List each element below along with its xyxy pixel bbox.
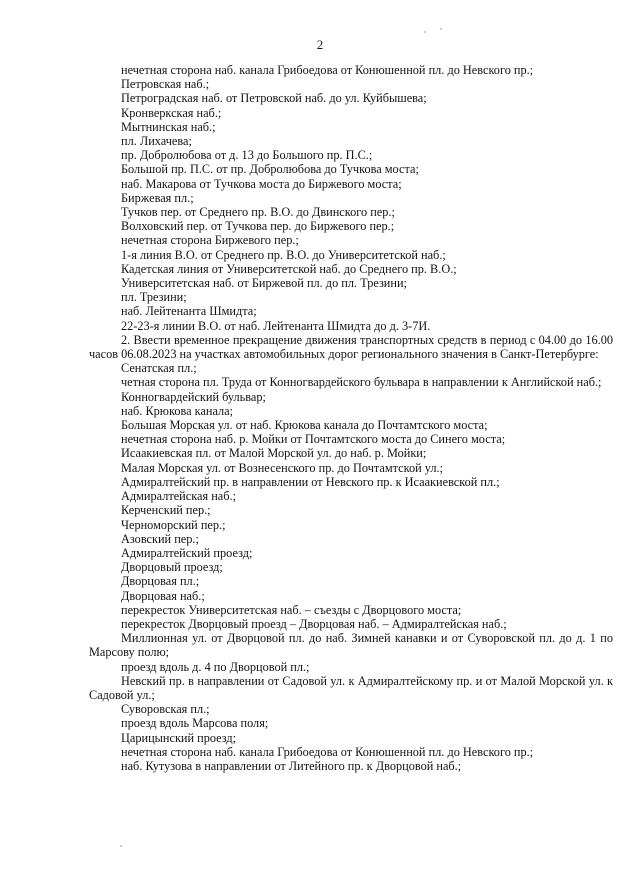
street-list-2a	[89, 361, 613, 375]
street-item: перекресток Дворцовый проезд – Дворцовая наб. – Адмиралтейская наб.;	[121, 616, 507, 631]
street-item: 1-я линия В.О. от Среднего пр. В.О. до Университетской наб.;	[121, 247, 446, 262]
street-item: наб. Крюкова канала;	[121, 403, 234, 418]
street-item: нечетная сторона наб. канала Грибоедова от Конюшенной пл. до Невского пр.;	[121, 63, 534, 77]
street-item-wrapped: Миллионная ул. от Дворцовой пл. до наб. Зимней канавки и от Суворовской пл. до д. 1 по Марсову полю;	[89, 631, 613, 660]
street-item: Адмиралтейский пр. в направлении от Невского пр. к Исаакиевской пл.;	[121, 474, 500, 489]
street-item: Азовский пер.;	[121, 531, 199, 546]
street-item: Тучков пер. от Среднего пр. В.О. до Двинского пер.;	[121, 205, 395, 220]
street-item: Суворовская пл.;	[121, 702, 210, 717]
street-item: Исаакиевская пл. от Малой Морской ул. до наб. р. Мойки;	[121, 446, 427, 461]
page-number: 2	[316, 37, 324, 52]
street-item: Черноморский пер.;	[121, 517, 226, 532]
street-item: наб. Лейтенанта Шмидта;	[121, 304, 257, 319]
street-item: Кронверкская наб.;	[121, 105, 222, 120]
street-item: пл. Трезини;	[121, 290, 187, 305]
street-item: перекресток Университетская наб. – съезды с Дворцового моста;	[121, 602, 462, 617]
street-item: проезд вдоль Марсова поля;	[121, 716, 269, 731]
street-item: пл. Лихачева;	[121, 134, 192, 149]
street-item: Сенатская пл.;	[121, 361, 197, 376]
street-item: Кадетская линия от Университетской наб. до Среднего пр. В.О.;	[121, 261, 457, 276]
street-item: Конногвардейский бульвар;	[121, 389, 266, 404]
street-item: нечетная сторона наб. р. Мойки от Почтамтского моста до Синего моста;	[121, 432, 506, 447]
street-item: Керченский пер.;	[121, 503, 211, 518]
street-item: Большая Морская ул. от наб. Крюкова канала до Почтамтского моста;	[121, 418, 488, 433]
street-item: наб. Макарова от Тучкова моста до Биржевого моста;	[121, 176, 402, 191]
street-item: Дворцовая пл.;	[121, 574, 200, 589]
street-item-wrapped: Невский пр. в направлении от Садовой ул. к Адмиралтейскому пр. и от Малой Морской ул. к Садовой ул.;	[89, 673, 613, 702]
street-item: 22-23-я линии В.О. от наб. Лейтенанта Шмидта до д. 3-7И.	[121, 318, 431, 333]
street-list-2b	[89, 390, 613, 631]
street-item: наб. Кутузова в направлении от Литейного пр. к Дворцовой наб.;	[121, 758, 462, 773]
street-item: Волховский пер. от Тучкова пер. до Биржевого пер.;	[121, 219, 395, 234]
street-item: проезд вдоль д. 4 по Дворцовой пл.;	[121, 659, 310, 674]
street-item: Петроградская наб. от Петровской наб. до ул. Куйбышева;	[121, 91, 427, 106]
street-item: нечетная сторона Биржевого пер.;	[121, 233, 299, 248]
street-item: нечетная сторона наб. канала Грибоедова от Конюшенной пл. до Невского пр.;	[121, 744, 534, 759]
paragraph-2: 2. Ввести временное прекращение движения транспортных средств в период с 04.00 до 16.00 часов 06.08.2023 на участках автомобильных дорог регионального значения в Санкт-Петербурге:	[89, 332, 613, 362]
street-item: Биржевая пл.;	[121, 190, 194, 205]
street-item: Мытнинская наб.;	[121, 119, 216, 134]
street-item: Большой пр. П.С. от пр. Добролюбова до Тучкова моста;	[121, 162, 419, 177]
street-item: Адмиралтейский проезд;	[121, 545, 253, 560]
street-item: Университетская наб. от Биржевой пл. до пл. Трезини;	[121, 276, 407, 291]
street-list-2d	[89, 702, 613, 773]
scan-speck	[120, 845, 122, 847]
document-body	[89, 63, 613, 773]
street-list-2c	[89, 660, 613, 674]
street-item: пр. Добролюбова от д. 13 до Большого пр. П.С.;	[121, 148, 373, 163]
scan-speck	[424, 31, 426, 33]
street-list-closures-1	[89, 63, 613, 333]
street-item: Петровская наб.;	[121, 77, 210, 92]
street-item: Адмиралтейская наб.;	[121, 489, 236, 504]
street-item: Царицынский проезд;	[121, 730, 237, 745]
street-item: Малая Морская ул. от Вознесенского пр. до Почтамтской ул.;	[121, 460, 444, 475]
street-item-wrapped: четная сторона пл. Труда от Конногвардейского бульвара в направлении к Английской наб.;	[121, 375, 602, 390]
street-item: Дворцовая наб.;	[121, 588, 205, 603]
scan-speck	[440, 28, 442, 30]
street-item: Дворцовый проезд;	[121, 560, 223, 575]
